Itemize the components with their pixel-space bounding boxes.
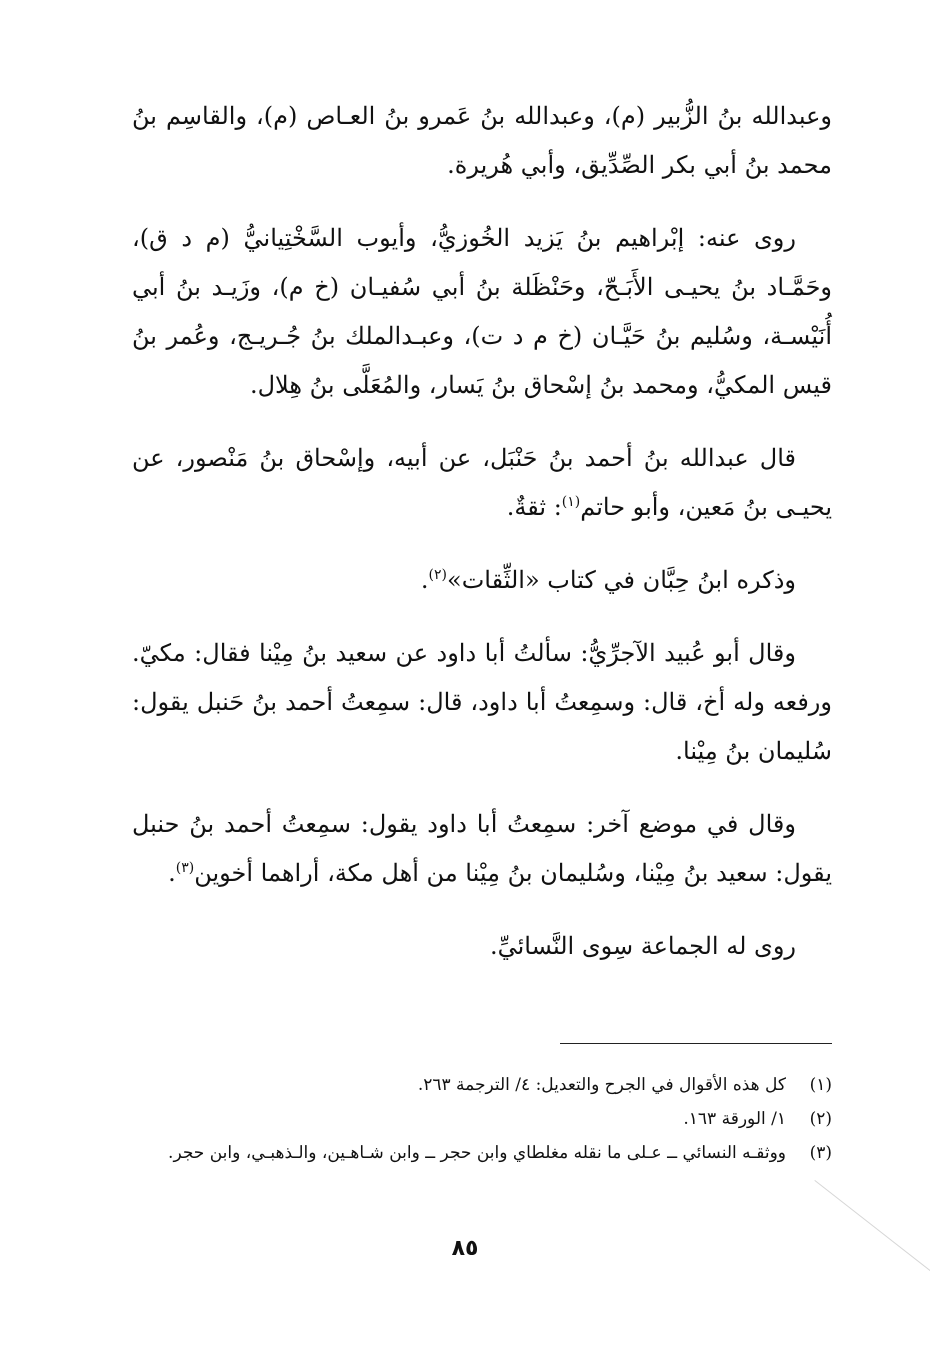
paragraph-6-text: وقال في موضع آخر: سمِعتُ أبا داود يقول: سمِعتُ أحمد بنُ حنبل يقول: سعيد بنُ مِيْنا، وسُليمان بنُ مِيْنا من أهل مكة، أراهما أخوين bbox=[132, 810, 832, 887]
paragraph-5-text: وقال أبو عُبيد الآجرِّيُّ: سألتُ أبا داود عن سعيد بنُ مِيْنا فقال: مكيّ. ورفعه وله أخ، قال: وسمِعتُ أبا داود، قال: سمِعتُ أحمد بنُ حَنبل يقول: سُليمان بنُ مِيْنا. bbox=[132, 639, 832, 765]
footnote-2-text: ١/ الورقة ١٦٣. bbox=[683, 1109, 786, 1129]
footnote-ref-3[interactable]: (٣) bbox=[175, 860, 195, 876]
footnote-ref-1[interactable]: (١) bbox=[561, 494, 581, 510]
paragraph-3 bbox=[132, 434, 832, 532]
footnote-3-number: (٣) bbox=[809, 1143, 832, 1163]
paragraph-2-text: روى عنه: إبْراهيم بنُ يَزيد الخُوزيُّ، وأيوب السَّخْتِيانيُّ (م د ق)، وحَمَّـاد بنُ يحيـى الأَبَـحّ، وحَنْظَلة بنُ أبي سُفيـان (خ م)، وزَيـد بنُ أبي أُنَيْسـة، وسُليم بنُ حَيَّـان (خ م د ت)، وعبـدالملك بنُ جُـريـج، وعُمر بنُ قيس المكيُّ، ومحمد بنُ إسْحاق بنُ يَسار، والمُعَلَّى بنُ هِلال. bbox=[132, 224, 832, 399]
page-number: ٨٥ bbox=[451, 1236, 479, 1261]
paragraph-1 bbox=[132, 92, 832, 190]
paragraph-6-after: . bbox=[168, 859, 176, 887]
footnote-1-number: (١) bbox=[809, 1075, 832, 1095]
footnote-1 bbox=[132, 1068, 832, 1102]
paragraph-7 bbox=[132, 922, 832, 971]
paragraph-3-after: : ثقةٌ. bbox=[506, 493, 562, 521]
footnote-2-number: (٢) bbox=[809, 1109, 832, 1129]
paragraph-1-text: وعبدالله بنُ الزُّبير (م)، وعبدالله بنُ عَمرو بنُ العـاص (م)، والقاسِم بنُ محمد بنُ أبي بكر الصِّدِّيق، وأبي هُريرة. bbox=[132, 102, 832, 179]
paragraph-4-text: وذكره ابنُ حِبَّان في كتاب «الثِّقات» bbox=[447, 566, 796, 594]
footnote-1-text: كل هذه الأقوال في الجرح والتعديل: ٤/ الترجمة ٢٦٣. bbox=[417, 1075, 786, 1095]
paragraph-7-text: روى له الجماعة سِوى النَّسائيِّ. bbox=[489, 932, 796, 960]
paragraph-4-after: . bbox=[420, 566, 429, 594]
footnote-2 bbox=[132, 1102, 832, 1136]
footnote-3 bbox=[132, 1136, 832, 1170]
paragraph-3-text: قال عبدالله بنُ أحمد بنُ حَنْبَل، عن أبيه، وإسْحاق بنُ مَنْصور، عن يحيـى بنُ مَعين، وأبو حاتم bbox=[132, 444, 832, 521]
footnote-ref-2[interactable]: (٢) bbox=[428, 567, 448, 583]
footnote-3-text: ووثقـه النسائي ــ عـلى ما نقله مغلطاي وابن حجر ــ وابن شـاهـين، والـذهبـي، وابن حجر. bbox=[168, 1143, 786, 1163]
main-text bbox=[132, 92, 832, 995]
footnote-separator bbox=[560, 1043, 832, 1044]
paragraph-2 bbox=[132, 214, 832, 410]
footnotes-list bbox=[132, 1068, 832, 1170]
paragraph-6 bbox=[132, 800, 832, 898]
paragraph-4 bbox=[132, 556, 832, 605]
paragraph-5 bbox=[132, 629, 832, 776]
scan-artifact-line bbox=[814, 1180, 930, 1273]
